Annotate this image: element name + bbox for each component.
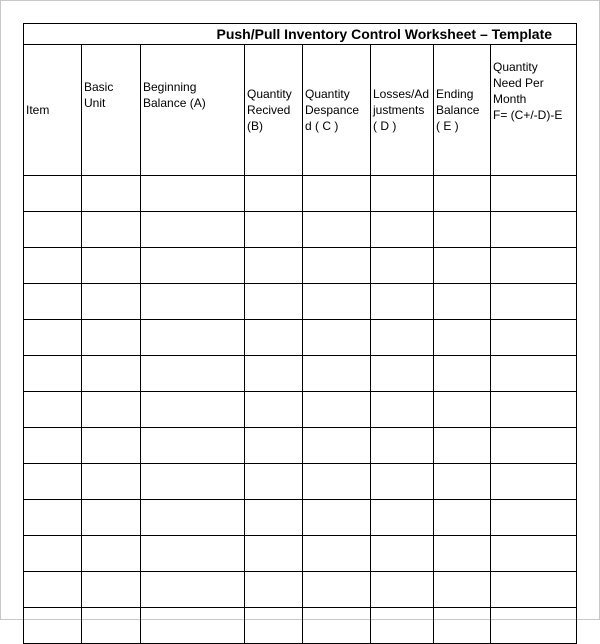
column-header-item: Item: [24, 45, 82, 176]
table-cell[interactable]: [245, 428, 303, 464]
table-cell[interactable]: [303, 500, 371, 536]
worksheet-title: Push/Pull Inventory Control Worksheet – Template: [24, 24, 577, 45]
table-cell[interactable]: [141, 464, 245, 500]
table-cell[interactable]: [434, 356, 491, 392]
table-cell[interactable]: [141, 428, 245, 464]
table-cell[interactable]: [141, 500, 245, 536]
table-cell[interactable]: [371, 176, 434, 212]
table-row: [24, 212, 577, 248]
table-cell[interactable]: [82, 464, 141, 500]
table-cell[interactable]: [371, 500, 434, 536]
table-cell[interactable]: [303, 572, 371, 608]
table-cell[interactable]: [434, 284, 491, 320]
table-cell[interactable]: [434, 212, 491, 248]
table-cell[interactable]: [303, 464, 371, 500]
table-cell[interactable]: [371, 284, 434, 320]
table-cell[interactable]: [82, 176, 141, 212]
table-cell[interactable]: [82, 608, 141, 644]
table-cell[interactable]: [434, 572, 491, 608]
table-row: [24, 572, 577, 608]
worksheet-body: [24, 176, 577, 644]
table-cell[interactable]: [371, 212, 434, 248]
table-cell[interactable]: [491, 176, 577, 212]
table-cell[interactable]: [434, 248, 491, 284]
column-header-ending-balance: Ending Balance ( E ): [434, 45, 491, 176]
table-cell[interactable]: [491, 572, 577, 608]
table-row: [24, 464, 577, 500]
table-cell[interactable]: [371, 320, 434, 356]
table-cell[interactable]: [371, 536, 434, 572]
table-cell[interactable]: [82, 356, 141, 392]
table-cell[interactable]: [24, 212, 82, 248]
table-cell[interactable]: [371, 572, 434, 608]
table-cell[interactable]: [141, 176, 245, 212]
table-cell[interactable]: [24, 464, 82, 500]
table-cell[interactable]: [371, 248, 434, 284]
table-cell[interactable]: [24, 176, 82, 212]
table-cell[interactable]: [82, 572, 141, 608]
column-header-basic-unit: Basic Unit: [82, 45, 141, 176]
table-cell[interactable]: [245, 500, 303, 536]
column-header-quantity-need-per-month: Quantity Need Per Month F= (C+/-D)-E: [491, 45, 577, 176]
table-cell[interactable]: [24, 536, 82, 572]
table-cell[interactable]: [82, 392, 141, 428]
table-cell[interactable]: [24, 356, 82, 392]
table-cell[interactable]: [491, 320, 577, 356]
table-cell[interactable]: [24, 500, 82, 536]
table-cell[interactable]: [141, 392, 245, 428]
table-cell[interactable]: [245, 284, 303, 320]
table-cell[interactable]: [491, 212, 577, 248]
table-row: [24, 536, 577, 572]
table-cell[interactable]: [371, 392, 434, 428]
table-row: [24, 356, 577, 392]
table-row: [24, 284, 577, 320]
table-row: [24, 392, 577, 428]
table-cell[interactable]: [303, 608, 371, 644]
title-row: [24, 24, 577, 45]
table-cell[interactable]: [371, 356, 434, 392]
table-cell[interactable]: [141, 572, 245, 608]
table-cell[interactable]: [141, 356, 245, 392]
table-cell[interactable]: [303, 320, 371, 356]
table-cell[interactable]: [245, 212, 303, 248]
column-header-beginning-balance: Beginning Balance (A): [141, 45, 245, 176]
table-cell[interactable]: [434, 500, 491, 536]
table-cell[interactable]: [434, 176, 491, 212]
inventory-worksheet-table: [23, 23, 577, 644]
table-cell[interactable]: [434, 392, 491, 428]
table-cell[interactable]: [434, 428, 491, 464]
table-row: [24, 176, 577, 212]
table-row: [24, 428, 577, 464]
table-cell[interactable]: [24, 392, 82, 428]
table-cell[interactable]: [303, 176, 371, 212]
table-cell[interactable]: [82, 212, 141, 248]
table-row: [24, 608, 577, 644]
table-cell[interactable]: [141, 284, 245, 320]
table-cell[interactable]: [245, 176, 303, 212]
table-cell[interactable]: [245, 320, 303, 356]
table-cell[interactable]: [434, 608, 491, 644]
table-row: [24, 500, 577, 536]
table-cell[interactable]: [245, 248, 303, 284]
table-cell[interactable]: [141, 248, 245, 284]
table-cell[interactable]: [303, 536, 371, 572]
table-cell[interactable]: [303, 428, 371, 464]
table-cell[interactable]: [491, 356, 577, 392]
table-cell[interactable]: [245, 536, 303, 572]
table-cell[interactable]: [303, 212, 371, 248]
table-row: [24, 320, 577, 356]
table-cell[interactable]: [491, 284, 577, 320]
table-cell[interactable]: [141, 608, 245, 644]
table-cell[interactable]: [303, 248, 371, 284]
table-cell[interactable]: [141, 320, 245, 356]
table-cell[interactable]: [82, 500, 141, 536]
table-row: [24, 248, 577, 284]
table-cell[interactable]: [82, 536, 141, 572]
table-cell[interactable]: [245, 356, 303, 392]
table-cell[interactable]: [371, 608, 434, 644]
table-cell[interactable]: [491, 392, 577, 428]
table-cell[interactable]: [371, 464, 434, 500]
table-cell[interactable]: [24, 284, 82, 320]
table-cell[interactable]: [141, 536, 245, 572]
table-cell[interactable]: [491, 464, 577, 500]
table-cell[interactable]: [491, 536, 577, 572]
table-cell[interactable]: [24, 428, 82, 464]
column-header-quantity-received: Quantity Recived (B): [245, 45, 303, 176]
table-cell[interactable]: [303, 392, 371, 428]
table-cell[interactable]: [245, 392, 303, 428]
table-cell[interactable]: [434, 536, 491, 572]
table-cell[interactable]: [434, 320, 491, 356]
table-cell[interactable]: [371, 428, 434, 464]
table-cell[interactable]: [24, 248, 82, 284]
column-header-losses-adjustments: Losses/Ad justments ( D ): [371, 45, 434, 176]
table-cell[interactable]: [24, 608, 82, 644]
table-cell[interactable]: [82, 320, 141, 356]
table-cell[interactable]: [245, 464, 303, 500]
header-row: [24, 45, 577, 176]
table-cell[interactable]: [491, 428, 577, 464]
table-cell[interactable]: [82, 428, 141, 464]
table-cell[interactable]: [82, 284, 141, 320]
table-cell[interactable]: [141, 212, 245, 248]
table-cell[interactable]: [24, 572, 82, 608]
table-cell[interactable]: [491, 608, 577, 644]
table-cell[interactable]: [245, 608, 303, 644]
table-cell[interactable]: [491, 248, 577, 284]
table-cell[interactable]: [303, 284, 371, 320]
table-cell[interactable]: [491, 500, 577, 536]
table-cell[interactable]: [303, 356, 371, 392]
table-cell[interactable]: [434, 464, 491, 500]
column-header-quantity-dispensed: Quantity Despance d ( C ): [303, 45, 371, 176]
table-cell[interactable]: [245, 572, 303, 608]
table-cell[interactable]: [24, 320, 82, 356]
table-cell[interactable]: [82, 248, 141, 284]
